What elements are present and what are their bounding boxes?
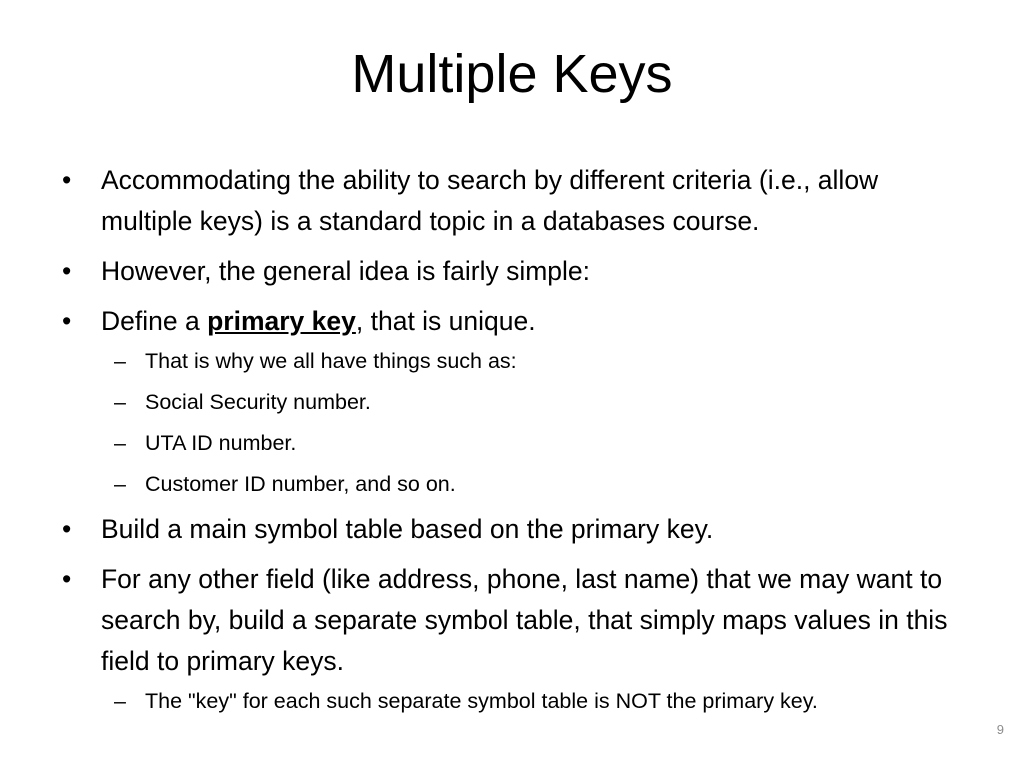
bullet-dot-icon: • [62,165,72,195]
bullet-text-before: Define a [101,306,208,336]
sub-bullet-text: UTA ID number. [145,431,297,455]
bullet-text: However, the general idea is fairly simple: [101,256,591,286]
bullet-text: Accommodating the ability to search by different criteria (i.e., allow multiple keys) is a standard topic in a databases course. [101,165,879,236]
bullet-text-after: , that is unique. [355,306,536,336]
sub-bullet-item [60,386,960,418]
slide-body [60,160,960,726]
bullet-item [60,301,960,342]
dash-bullet-icon: – [114,431,126,455]
bullet-text: Build a main symbol table based on the primary key. [101,514,714,544]
sub-bullet-item [60,685,960,717]
bullet-item [60,251,960,292]
bullet-dot-icon: • [62,306,72,336]
bullet-dot-icon: • [62,564,72,594]
bullet-item [60,509,960,550]
dash-bullet-icon: – [114,689,126,713]
dash-bullet-icon: – [114,472,126,496]
bullet-item [60,160,960,242]
sub-bullet-item [60,468,960,500]
sub-bullet-text: The "key" for each such separate symbol table is NOT the primary key. [145,689,818,713]
slide-number: 9 [996,722,1004,737]
bullet-dot-icon: • [62,256,72,286]
dash-bullet-icon: – [114,390,126,414]
bullet-text: For any other field (like address, phone, last name) that we may want to search by, build a separate symbol table, that simply maps values in this field to primary keys. [101,564,948,676]
slide-title: Multiple Keys [351,44,673,104]
sub-bullet-item [60,345,960,377]
bullet-dot-icon: • [62,514,72,544]
bullet-item [60,559,960,682]
sub-bullet-text: Social Security number. [145,390,371,414]
dash-bullet-icon: – [114,349,126,373]
primary-key-emphasis: primary key [207,306,356,336]
sub-bullet-text: Customer ID number, and so on. [145,472,456,496]
sub-bullet-text: That is why we all have things such as: [145,349,517,373]
sub-bullet-item [60,427,960,459]
